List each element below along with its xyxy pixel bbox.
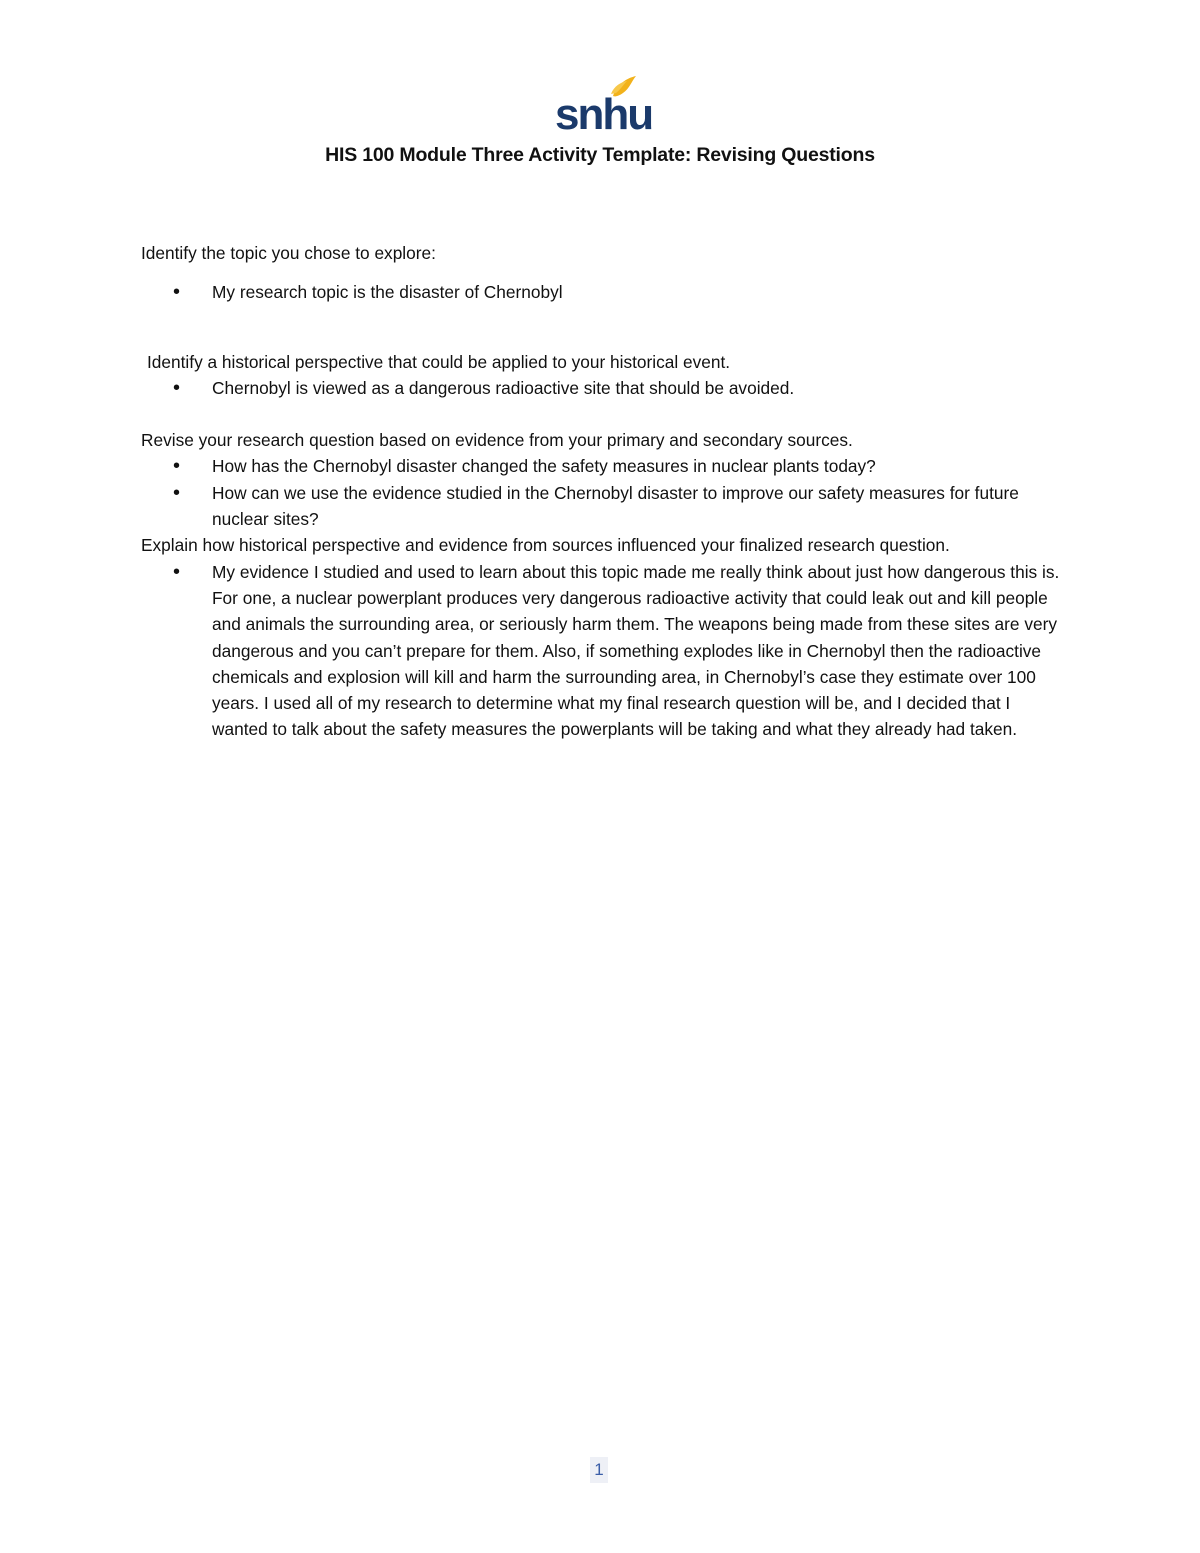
section-prompt-topic: Identify the topic you chose to explore: (141, 243, 436, 263)
flame-leaf-icon (553, 74, 653, 139)
topic-bullets (141, 279, 1071, 305)
page-number: 1 (590, 1457, 608, 1483)
document-body (141, 240, 1071, 743)
list-item: • My evidence I studied and used to learn about this topic made me really think about just how dangerous this is. For one, a nuclear powerplant produces very dangerous radioactive activity that could leak out and kill people and animals the surrounding area, or seriously harm them. The weapons being made from these sites are very dangerous and you can’t prepare for them. Also, if something explodes like in Chernobyl then the radioactive chemicals and explosion will kill and harm the surrounding area, in Chernobyl’s case they estimate over 100 years. I used all of my research to determine what my final research question will be, and I decided that I wanted to talk about the safety measures the powerplants will be taking and what they already had taken. (141, 559, 1071, 743)
list-item: • Chernobyl is viewed as a dangerous radioactive site that should be avoided. (141, 375, 1071, 401)
list-item: • My research topic is the disaster of Chernobyl (141, 279, 1071, 305)
revised-question-bullets (141, 453, 1071, 532)
list-item: • How can we use the evidence studied in the Chernobyl disaster to improve our safety measures for future nuclear sites? (141, 480, 1071, 533)
explanation-bullets (141, 559, 1071, 743)
section-prompt-explain: Explain how historical perspective and evidence from sources influenced your finalized research question. (141, 535, 950, 556)
logo-wordmark: snhu (555, 90, 653, 139)
list-item: • How has the Chernobyl disaster changed the safety measures in nuclear plants today? (141, 453, 1071, 479)
document-title: HIS 100 Module Three Activity Template: Revising Questions (325, 144, 875, 166)
section-prompt-revise: Revise your research question based on evidence from your primary and secondary sources. (141, 430, 853, 451)
section-prompt-perspective: Identify a historical perspective that could be applied to your historical event. (147, 351, 731, 372)
snhu-logo (553, 74, 653, 139)
perspective-bullets (141, 375, 1071, 401)
